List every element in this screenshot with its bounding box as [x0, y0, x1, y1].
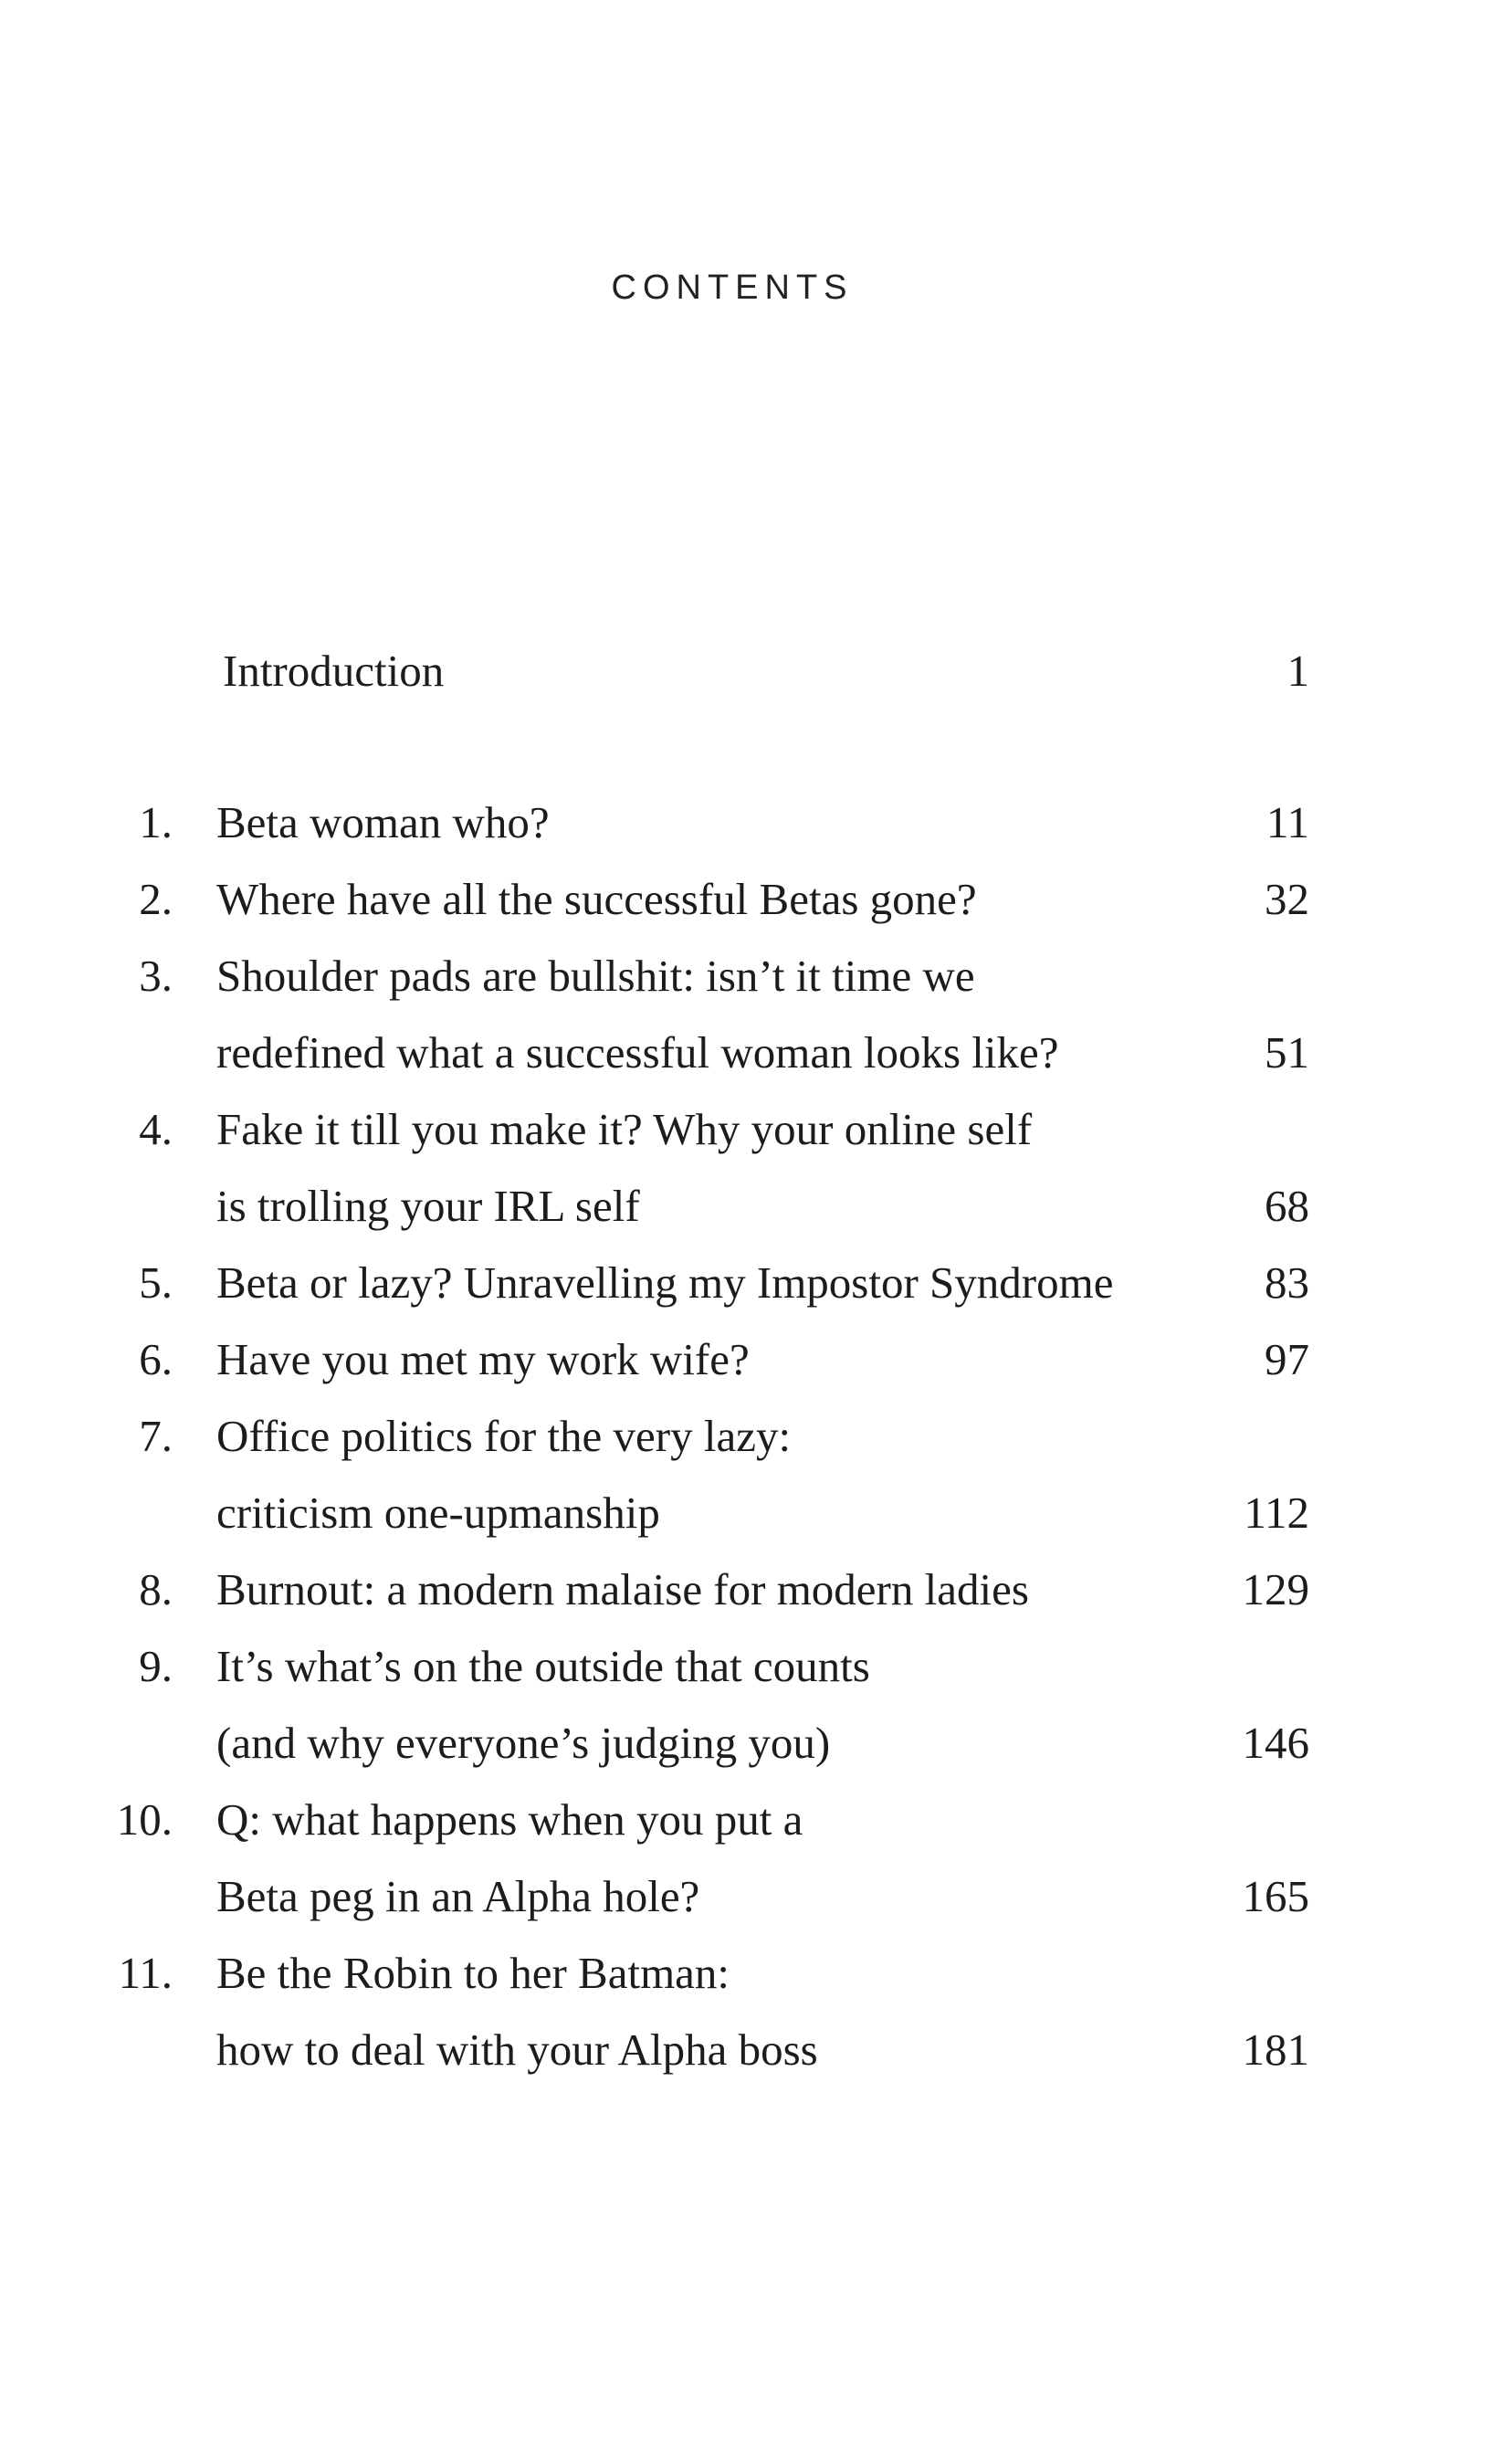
toc-entry-title: It’s what’s on the outside that counts: [216, 1641, 870, 1691]
toc-entry-title-continued: how to deal with your Alpha boss: [216, 2024, 818, 2075]
toc-entry-3-continued[interactable]: [0, 1021, 1512, 1085]
toc-entry-number: 11.: [118, 1948, 173, 1998]
toc-entry-4-continued[interactable]: [0, 1174, 1512, 1238]
toc-entry-page: 97: [1265, 1334, 1309, 1384]
toc-entry-introduction[interactable]: [0, 639, 1512, 703]
toc-entry-title: Introduction: [223, 646, 445, 696]
toc-entry-title-continued: (and why everyone’s judging you): [216, 1718, 831, 1768]
toc-entry-10-continued[interactable]: [0, 1865, 1512, 1929]
toc-entry-6[interactable]: [0, 1328, 1512, 1392]
toc-entry-number: 1.: [139, 797, 173, 847]
toc-entry-title-continued: is trolling your IRL self: [216, 1181, 640, 1231]
toc-entry-7[interactable]: [0, 1404, 1512, 1468]
toc-entry-title-continued: criticism one-upmanship: [216, 1488, 660, 1538]
toc-entry-page: 83: [1265, 1257, 1309, 1308]
toc-entry-number: 5.: [139, 1257, 173, 1308]
toc-entry-page: 1: [1286, 646, 1309, 696]
toc-entry-page: 181: [1242, 2024, 1309, 2075]
toc-entry-number: 6.: [139, 1334, 173, 1384]
toc-entry-page: 32: [1265, 874, 1309, 924]
toc-entry-5[interactable]: [0, 1251, 1512, 1315]
contents-heading: CONTENTS: [611, 268, 854, 307]
toc-entry-number: 9.: [139, 1641, 173, 1691]
toc-entry-number: 10.: [116, 1794, 173, 1845]
toc-entry-title: Beta or lazy? Unravelling my Impostor Syndrome: [216, 1257, 1114, 1308]
toc-entry-10[interactable]: [0, 1788, 1512, 1852]
toc-entry-number: 3.: [139, 951, 173, 1001]
toc-entry-number: 2.: [139, 874, 173, 924]
toc-entry-title: Shoulder pads are bullshit: isn’t it time we: [216, 951, 975, 1001]
toc-entry-7-continued[interactable]: [0, 1481, 1512, 1545]
toc-entry-2[interactable]: [0, 867, 1512, 931]
toc-entry-title: Q: what happens when you put a: [216, 1794, 803, 1845]
toc-entry-9[interactable]: [0, 1635, 1512, 1698]
toc-entry-number: 4.: [139, 1104, 173, 1154]
toc-entry-page: 165: [1242, 1871, 1309, 1921]
toc-entry-title: Burnout: a modern malaise for modern ladies: [216, 1564, 1029, 1614]
toc-entry-title: Have you met my work wife?: [216, 1334, 750, 1384]
toc-entry-title: Fake it till you make it? Why your online self: [216, 1104, 1033, 1154]
toc-entry-3[interactable]: [0, 944, 1512, 1008]
toc-entry-page: 112: [1244, 1488, 1309, 1538]
toc-entry-8[interactable]: [0, 1558, 1512, 1622]
toc-entry-page: 129: [1242, 1564, 1309, 1614]
toc-entry-1[interactable]: [0, 791, 1512, 855]
toc-entry-4[interactable]: [0, 1098, 1512, 1162]
toc-entry-title: Be the Robin to her Batman:: [216, 1948, 730, 1998]
toc-entry-title: Office politics for the very lazy:: [216, 1411, 792, 1461]
toc-entry-number: 7.: [139, 1411, 173, 1461]
toc-entry-title-continued: redefined what a successful woman looks like?: [216, 1027, 1059, 1078]
toc-entry-9-continued[interactable]: [0, 1711, 1512, 1775]
toc-entry-page: 11: [1265, 797, 1309, 847]
toc-entry-page: 68: [1265, 1181, 1309, 1231]
toc-entry-number: 8.: [139, 1564, 173, 1614]
toc-entry-11-continued[interactable]: [0, 2018, 1512, 2082]
toc-entry-title: Beta woman who?: [216, 797, 550, 847]
toc-entry-page: 146: [1242, 1718, 1309, 1768]
toc-entry-11[interactable]: [0, 1941, 1512, 2005]
toc-entry-title: Where have all the successful Betas gone?: [216, 874, 977, 924]
toc-entry-title-continued: Beta peg in an Alpha hole?: [216, 1871, 700, 1921]
toc-entry-page: 51: [1265, 1027, 1309, 1078]
